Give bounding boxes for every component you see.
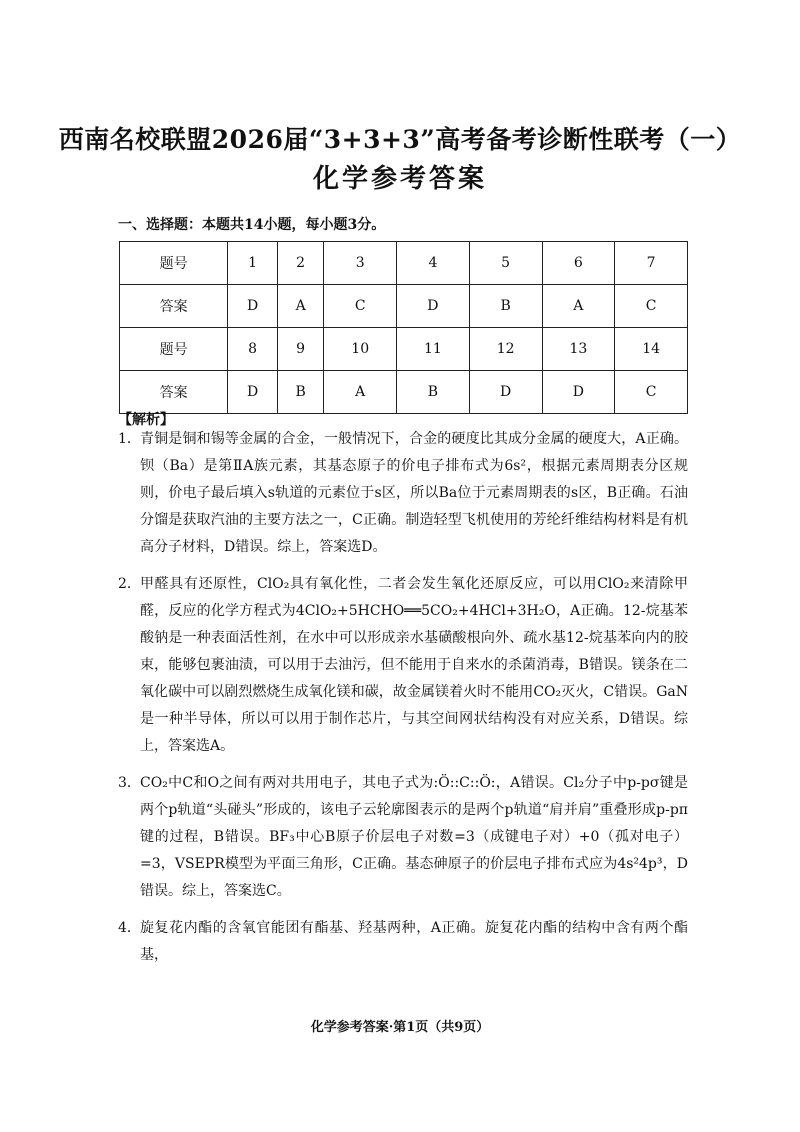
table-cell: B <box>469 285 542 328</box>
table-cell: A <box>277 285 323 328</box>
table-cell: 6 <box>542 242 615 285</box>
item-text: 旋复花内酯的含氧官能团有酯基、羟基两种，A正确。旋复花内酯的结构中含有两个酯基， <box>140 920 688 963</box>
table-cell: 9 <box>277 328 323 371</box>
table-row-header: 答案 <box>120 371 228 414</box>
table-cell: C <box>615 285 688 328</box>
table-cell: B <box>397 371 470 414</box>
table-cell: D <box>228 285 278 328</box>
page-footer: 化学参考答案·第1页（共9页） <box>310 1020 490 1035</box>
analysis-heading: 【解析】 <box>118 412 174 428</box>
table-cell: C <box>615 371 688 414</box>
table-cell: 1 <box>228 242 278 285</box>
item-number: 4． <box>118 920 141 936</box>
table-cell: 7 <box>615 242 688 285</box>
table-cell: B <box>277 371 323 414</box>
table-cell: 2 <box>277 242 323 285</box>
answer-table <box>119 241 688 414</box>
table-cell: 13 <box>542 328 615 371</box>
table-cell: D <box>228 371 278 414</box>
section-heading: 一、选择题：本题共14小题，每小题3分。 <box>118 217 386 233</box>
table-cell: C <box>324 285 397 328</box>
table-row <box>120 328 688 371</box>
table-cell: D <box>397 285 470 328</box>
analysis-item <box>118 770 688 905</box>
table-row <box>120 285 688 328</box>
table-row-header: 答案 <box>120 285 228 328</box>
table-cell: D <box>469 371 542 414</box>
item-number: 3． <box>118 775 141 791</box>
analysis-item <box>118 571 688 760</box>
document-subtitle: 化学参考答案 <box>312 164 487 194</box>
item-text: 青铜是铜和锡等金属的合金，一般情况下，合金的硬度比其成分金属的硬度大，A正确。钡（Ba）是第ⅡA族元素，其基态原子的价电子排布式为6s²，根据元素周期表分区规则，价电子最后填入s轨道的元素位于s区，所以Ba位于元素周期表的s区，B正确。石油分馏是获取汽油的主要方法之一，C正确。制造轻型飞机使用的芳纶纤维结构材料是有机高分子材料，D错误。综上，答案选D。 <box>140 431 688 555</box>
table-cell: 4 <box>397 242 470 285</box>
document-title: 西南名校联盟2026届“3+3+3”高考备考诊断性联考（一） <box>58 125 742 154</box>
table-cell: A <box>324 371 397 414</box>
table-cell: D <box>542 371 615 414</box>
table-cell: 14 <box>615 328 688 371</box>
item-number: 2． <box>118 576 141 592</box>
table-row <box>120 242 688 285</box>
analysis-item <box>118 915 688 969</box>
table-cell: 11 <box>397 328 470 371</box>
table-cell: 8 <box>228 328 278 371</box>
table-row-header: 题号 <box>120 242 228 285</box>
item-text: CO₂中C和O之间有两对共用电子，其电子式为:Ö::C::Ö:，A错误。Cl₂分子中p-pσ键是两个p轨道“头碰头”形成的，该电子云轮廓图表示的是两个p轨道“肩并肩”重叠形成p-pπ键的过程，B错误。BF₃中心B原子价层电子对数=3（成键电子对）+0（孤对电子）=3，VSEPR模型为平面三角形，C正确。基态砷原子的价层电子排布式应为4s²4p³，D错误。综上，答案选C。 <box>140 775 688 899</box>
table-cell: 3 <box>324 242 397 285</box>
table-cell: 10 <box>324 328 397 371</box>
item-text: 甲醛具有还原性，ClO₂具有氧化性，二者会发生氧化还原反应，可以用ClO₂来清除甲醛，反应的化学方程式为4ClO₂+5HCHO══5CO₂+4HCl+3H₂O，A正确。12-烷基苯酸钠是一种表面活性剂，在水中可以形成亲水基磺酸根向外、疏水基12-烷基苯向内的胶束，能够包裹油渍，可以用于去油污，但不能用于自来水的杀菌消毒，B错误。镁条在二氧化碳中可以剧烈燃烧生成氧化镁和碳，故金属镁着火时不能用CO₂灭火，C错误。GaN是一种半导体，所以可以用于制作芯片，与其空间网状结构没有对应关系，D错误。综上，答案选A。 <box>140 576 688 754</box>
table-row <box>120 371 688 414</box>
table-cell: 12 <box>469 328 542 371</box>
table-row-header: 题号 <box>120 328 228 371</box>
analysis-item <box>118 426 688 561</box>
table-cell: A <box>542 285 615 328</box>
analysis-list <box>118 426 688 979</box>
item-number: 1． <box>118 431 141 447</box>
table-cell: 5 <box>469 242 542 285</box>
